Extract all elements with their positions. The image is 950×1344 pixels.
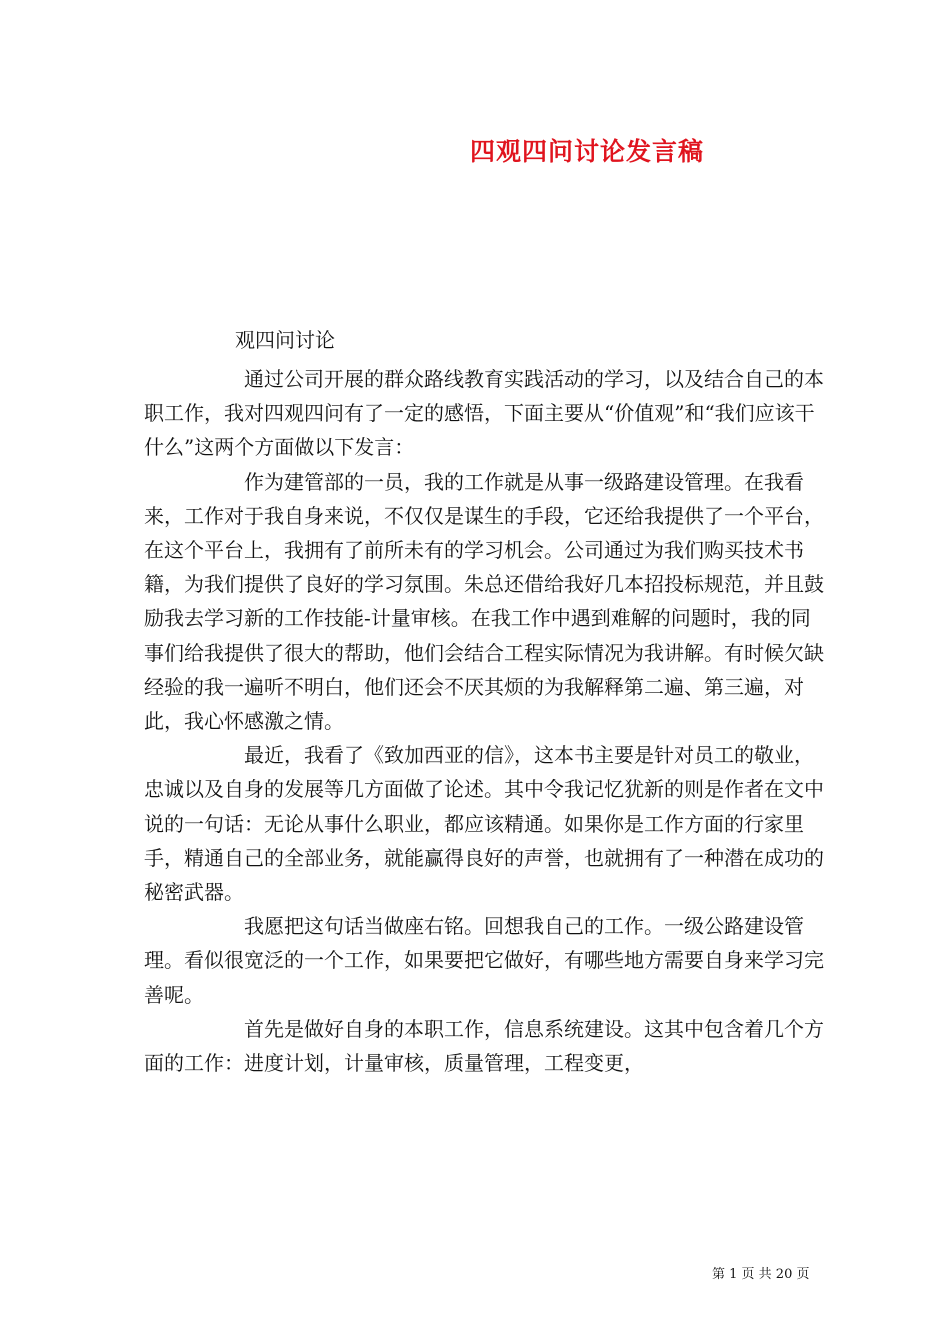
document-body: [144, 362, 824, 1080]
document-title: 四观四问讨论发言稿: [470, 137, 705, 166]
paragraph-5: 首先是做好自身的本职工作，信息系统建设。这其中包含着几个方面的工作：进度计划，计量审核，质量管理，工程变更，: [144, 1016, 824, 1076]
paragraph-2: 作为建管部的一员，我的工作就是从事一级路建设管理。在我看来，工作对于我自身来说，不仅仅是谋生的手段，它还给我提供了一个平台，在这个平台上，我拥有了前所未有的学习机会。公司通过为我们购买技术书籍，为我们提供了良好的学习氛围。朱总还借给我好几本招投标规范，并且鼓励我去学习新的工作技能-计量审核。在我工作中遇到难解的问题时，我的同事们给我提供了很大的帮助，他们会结合工程实际情况为我讲解。有时候欠缺经验的我一遍听不明白，他们还会不厌其烦的为我解释第二遍、第三遍，对此，我心怀感激之情。: [144, 469, 824, 734]
page-number-footer: 第 1 页 共 20 页: [712, 1267, 810, 1282]
paragraph-1: 通过公司开展的群众路线教育实践活动的学习，以及结合自己的本职工作，我对四观四问有了一定的感悟，下面主要从“价值观”和“我们应该干什么”这两个方面做以下发言：: [144, 367, 824, 460]
paragraph-4: 我愿把这句话当做座右铭。回想我自己的工作。一级公路建设管理。看似很宽泛的一个工作，如果要把它做好，有哪些地方需要自身来学习完善呢。: [144, 914, 824, 1007]
document-subtitle: 观四问讨论: [235, 328, 335, 352]
paragraph-3: 最近，我看了《致加西亚的信》，这本书主要是针对员工的敬业，忠诚以及自身的发展等几方面做了论述。其中令我记忆犹新的则是作者在文中说的一句话：无论从事什么职业，都应该精通。如果你是工作方面的行家里手，精通自己的全部业务，就能赢得良好的声誉，也就拥有了一种潜在成功的秘密武器。: [144, 743, 824, 905]
